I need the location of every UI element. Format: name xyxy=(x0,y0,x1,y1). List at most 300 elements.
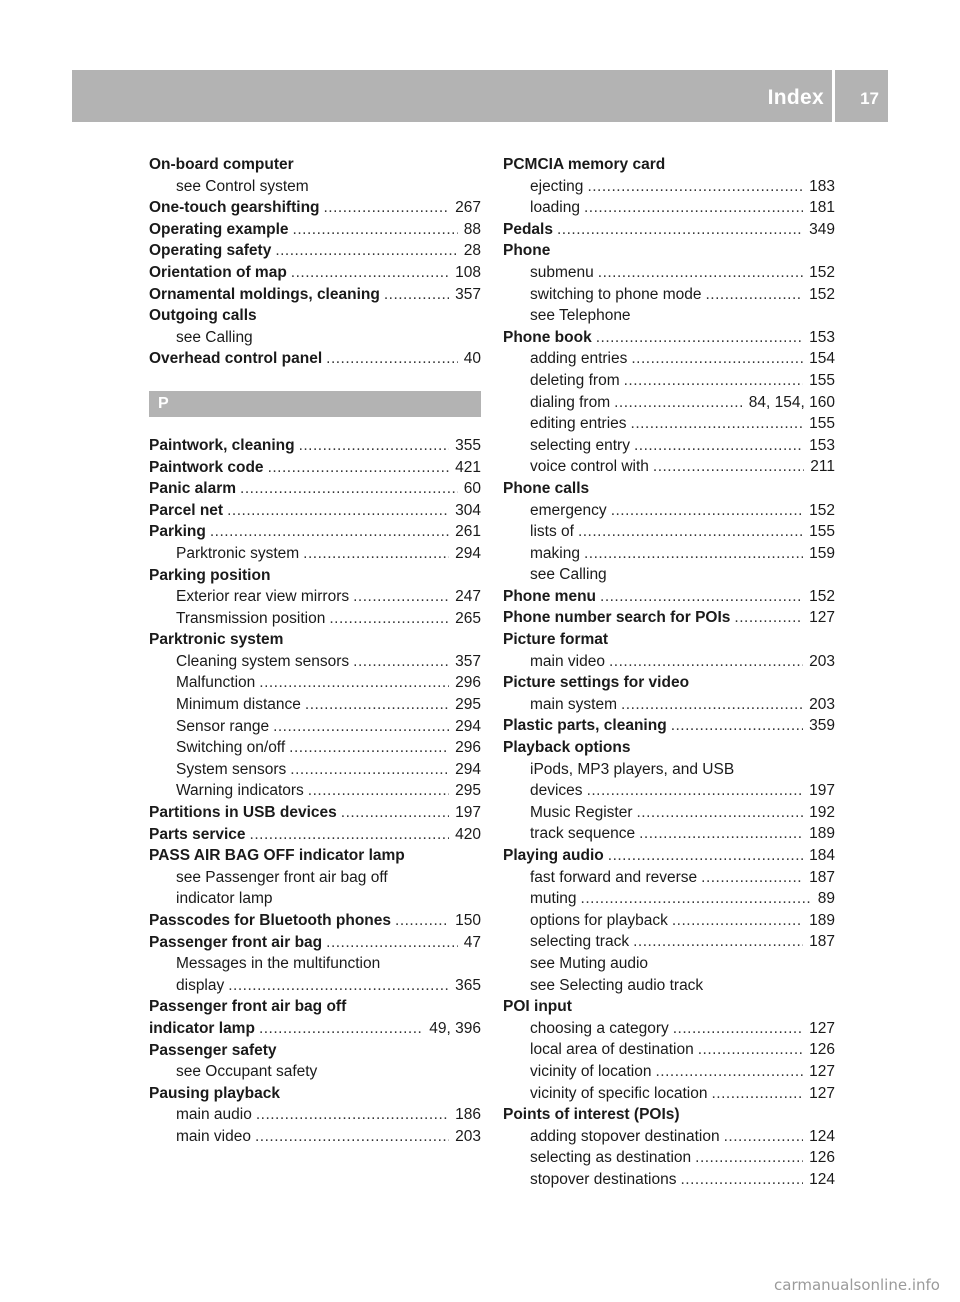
dot-leader xyxy=(557,219,803,241)
dot-leader xyxy=(671,715,803,737)
page-reference: 267 xyxy=(455,199,481,217)
entry-term: adding entries xyxy=(530,350,628,368)
entry-term: iPods, MP3 players, and USB xyxy=(530,760,735,778)
entry-term: see Control system xyxy=(176,177,309,195)
index-entry xyxy=(503,240,835,262)
index-subentry xyxy=(503,651,835,673)
index-subentry xyxy=(503,931,835,953)
page-reference: 420 xyxy=(455,825,481,843)
entry-term: switching to phone mode xyxy=(530,285,702,303)
entry-term: Passcodes for Bluetooth phones xyxy=(149,912,392,929)
index-subentry xyxy=(503,284,835,306)
entry-term: Operating safety xyxy=(149,242,272,260)
section-title: Index xyxy=(767,86,824,109)
dot-leader xyxy=(305,694,449,716)
index-entry xyxy=(503,996,835,1018)
entry-term: Switching on/off xyxy=(176,739,286,757)
dot-leader xyxy=(611,500,803,522)
index-column-left xyxy=(149,154,481,1148)
entry-term: Sensor range xyxy=(176,717,270,735)
page-reference: 89 xyxy=(817,890,835,908)
index-entry xyxy=(503,154,835,176)
entry-term: Music Register xyxy=(530,803,633,821)
entry-term: Pedals xyxy=(503,220,553,238)
entry-term: Plastic parts, cleaning xyxy=(503,717,667,735)
header-divider xyxy=(832,70,835,122)
page-number: 17 xyxy=(860,89,879,108)
watermark: carmanualsonline.info xyxy=(774,1276,940,1294)
entry-term: Ornamental moldings, cleaning xyxy=(149,285,380,303)
entry-term: PCMCIA memory card xyxy=(503,156,666,173)
index-entry xyxy=(149,240,481,262)
entry-term: Passenger front air bag off xyxy=(149,998,347,1016)
entry-term: One-touch gearshifting xyxy=(149,199,320,217)
page-reference: 189 xyxy=(809,825,835,843)
entry-term: choosing a category xyxy=(530,1019,669,1037)
page-reference: 184 xyxy=(809,847,835,864)
dot-leader xyxy=(672,910,803,932)
index-subentry xyxy=(149,953,481,975)
dot-leader xyxy=(256,1104,449,1126)
index-subentry xyxy=(503,867,835,889)
entry-term: Playing audio xyxy=(503,847,604,864)
entry-term: Operating example xyxy=(149,220,289,238)
entry-term: main video xyxy=(176,1127,251,1145)
page-reference: 186 xyxy=(455,1106,481,1124)
index-subentry xyxy=(503,802,835,824)
entry-term: see Selecting audio track xyxy=(530,976,704,994)
index-subentry xyxy=(149,780,481,802)
index-subentry xyxy=(503,759,835,781)
index-entry xyxy=(149,1018,481,1040)
index-subentry xyxy=(503,910,835,932)
entry-term: editing entries xyxy=(530,415,627,433)
index-subentry xyxy=(503,370,835,392)
index-entry xyxy=(503,737,835,759)
dot-leader xyxy=(289,737,449,759)
entry-term: Pausing playback xyxy=(149,1084,280,1102)
page-reference: 359 xyxy=(809,717,835,735)
entry-term: Picture settings for video xyxy=(503,674,690,692)
index-subentry xyxy=(503,1083,835,1105)
entry-term: see Occupant safety xyxy=(176,1063,318,1081)
page-reference: 84, 154, 160 xyxy=(748,393,835,411)
page-reference: 88 xyxy=(463,220,481,238)
entry-term: Malfunction xyxy=(176,674,256,692)
dot-leader xyxy=(308,780,449,802)
dot-leader xyxy=(724,1126,804,1148)
entry-term: lists of xyxy=(530,523,574,541)
entry-term: indicator lamp xyxy=(176,890,273,908)
page-reference: 49, 396 xyxy=(429,1019,481,1037)
index-entry xyxy=(503,327,835,349)
page-reference: 357 xyxy=(455,652,481,670)
dot-leader xyxy=(584,543,803,565)
dot-leader xyxy=(341,802,449,824)
index-entry xyxy=(149,565,481,587)
page-reference: 192 xyxy=(809,803,835,821)
index-subentry xyxy=(149,327,481,349)
dot-leader xyxy=(228,975,449,997)
entry-term: see Telephone xyxy=(530,307,631,325)
index-entry xyxy=(149,996,481,1018)
page-reference: 124 xyxy=(809,1170,835,1188)
dot-leader xyxy=(395,910,449,932)
dot-leader xyxy=(695,1147,803,1169)
entry-term: Warning indicators xyxy=(176,782,304,800)
index-subentry xyxy=(503,348,835,370)
dot-leader xyxy=(578,521,803,543)
page-reference: 294 xyxy=(455,717,481,735)
index-entry xyxy=(149,457,481,479)
index-entry xyxy=(503,672,835,694)
index-subentry xyxy=(149,651,481,673)
entry-term: Phone calls xyxy=(503,479,590,497)
index-entry xyxy=(149,910,481,932)
entry-term: see Passenger front air bag off xyxy=(176,868,388,886)
entry-term: Parcel net xyxy=(149,501,224,519)
index-subentry xyxy=(503,456,835,478)
page-reference: 152 xyxy=(809,285,835,303)
index-subentry xyxy=(503,435,835,457)
index-subentry xyxy=(149,737,481,759)
dot-leader xyxy=(584,197,803,219)
index-subentry xyxy=(149,1104,481,1126)
page-reference: 296 xyxy=(455,674,481,692)
page-reference: 355 xyxy=(455,436,481,454)
entry-term: Exterior rear view mirrors xyxy=(176,588,350,606)
index-subentry xyxy=(503,953,835,975)
index-subentry xyxy=(503,305,835,327)
page-reference: 155 xyxy=(809,371,835,389)
page-reference: 295 xyxy=(455,782,481,800)
index-subentry xyxy=(149,608,481,630)
entry-term: see Calling xyxy=(176,328,253,346)
page-header xyxy=(72,70,888,122)
index-subentry xyxy=(503,197,835,219)
entry-term: devices xyxy=(530,782,583,800)
index-subentry xyxy=(149,543,481,565)
index-subentry xyxy=(503,1039,835,1061)
dot-leader xyxy=(624,370,804,392)
dot-leader xyxy=(324,197,450,219)
index-subentry xyxy=(503,888,835,910)
dot-leader xyxy=(596,327,803,349)
page-reference: 189 xyxy=(809,911,835,929)
page-reference: 159 xyxy=(809,544,835,562)
entry-term: main system xyxy=(530,695,617,713)
dot-leader xyxy=(273,716,449,738)
page-reference: 28 xyxy=(463,242,481,260)
index-subentry xyxy=(503,1061,835,1083)
page-reference: 153 xyxy=(809,436,835,454)
entry-term: Parktronic system xyxy=(149,631,284,649)
page-reference: 153 xyxy=(809,328,835,346)
index-subentry xyxy=(503,564,835,586)
index-subentry xyxy=(149,716,481,738)
index-subentry xyxy=(503,262,835,284)
page-reference: 127 xyxy=(809,609,835,627)
page-reference: 294 xyxy=(455,544,481,562)
dot-leader xyxy=(240,478,458,500)
index-subentry xyxy=(149,867,481,889)
entry-term: selecting entry xyxy=(530,436,630,454)
index-entry xyxy=(149,154,481,176)
entry-term: voice control with xyxy=(530,458,649,476)
index-entry xyxy=(149,305,481,327)
page-reference: 152 xyxy=(809,587,835,605)
index-entry xyxy=(149,197,481,219)
entry-term: Outgoing calls xyxy=(149,307,257,325)
dot-leader xyxy=(653,456,804,478)
entry-term: Phone menu xyxy=(503,587,597,605)
index-subentry xyxy=(149,888,481,910)
page-reference: 155 xyxy=(809,523,835,541)
index-entry xyxy=(149,478,481,500)
entry-term: Paintwork, cleaning xyxy=(149,436,295,454)
page-reference: 127 xyxy=(809,1084,835,1102)
dot-leader xyxy=(275,240,457,262)
index-entry xyxy=(149,348,481,370)
index-subentry xyxy=(149,694,481,716)
dot-leader xyxy=(326,348,458,370)
page-reference: 365 xyxy=(455,976,481,994)
page-reference: 265 xyxy=(455,609,481,627)
dot-leader xyxy=(291,262,449,284)
dot-leader xyxy=(600,586,803,608)
index-entry xyxy=(503,1104,835,1126)
page-reference: 203 xyxy=(455,1127,481,1145)
index-subentry xyxy=(149,759,481,781)
index-entry xyxy=(149,1040,481,1062)
dot-leader xyxy=(290,759,449,781)
page-reference: 197 xyxy=(455,804,481,822)
entry-term: Partitions in USB devices xyxy=(149,804,337,822)
page-reference: 211 xyxy=(810,458,835,476)
page-reference: 155 xyxy=(809,415,835,433)
dot-leader xyxy=(581,888,812,910)
index-subentry xyxy=(149,975,481,997)
entry-term: Paintwork code xyxy=(149,458,264,476)
entry-term: display xyxy=(176,976,225,994)
entry-term: local area of destination xyxy=(530,1041,694,1059)
page-reference: 294 xyxy=(455,760,481,778)
dot-leader xyxy=(609,651,803,673)
entry-term: making xyxy=(530,544,580,562)
entry-term: Parktronic system xyxy=(176,544,300,562)
entry-term: Minimum distance xyxy=(176,696,301,714)
index-subentry xyxy=(503,1018,835,1040)
dot-leader xyxy=(326,932,458,954)
entry-term: Points of interest (POIs) xyxy=(503,1106,680,1124)
entry-term: stopover destinations xyxy=(530,1170,677,1188)
index-entry xyxy=(149,629,481,651)
dot-leader xyxy=(293,219,458,241)
entry-term: main audio xyxy=(176,1106,252,1124)
entry-term: Orientation of map xyxy=(149,263,287,281)
letter-heading: P xyxy=(149,391,481,417)
dot-leader xyxy=(259,672,449,694)
page-reference: 296 xyxy=(455,739,481,757)
dot-leader xyxy=(634,435,803,457)
index-subentry xyxy=(149,176,481,198)
entry-term: Phone number search for POIs xyxy=(503,609,731,627)
entry-term: selecting as destination xyxy=(530,1149,692,1167)
entry-term: adding stopover destination xyxy=(530,1127,720,1145)
index-entry xyxy=(149,435,481,457)
entry-term: indicator lamp xyxy=(149,1019,255,1037)
index-subentry xyxy=(149,586,481,608)
dot-leader xyxy=(268,457,450,479)
entry-term: see Calling xyxy=(530,566,607,584)
index-subentry xyxy=(503,521,835,543)
index-subentry xyxy=(503,975,835,997)
entry-term: Phone book xyxy=(503,328,592,346)
dot-leader xyxy=(705,284,803,306)
index-subentry xyxy=(503,1126,835,1148)
index-entry xyxy=(503,478,835,500)
index-entry xyxy=(503,607,835,629)
entry-term: Transmission position xyxy=(176,609,326,627)
index-subentry xyxy=(503,413,835,435)
dot-leader xyxy=(353,651,449,673)
page-reference: 421 xyxy=(455,458,481,476)
entry-term: vicinity of location xyxy=(530,1062,652,1080)
index-entry xyxy=(149,824,481,846)
index-subentry xyxy=(149,1126,481,1148)
entry-term: muting xyxy=(530,890,577,908)
entry-term: Parking position xyxy=(149,566,271,584)
page-reference: 47 xyxy=(463,933,481,951)
dot-leader xyxy=(210,521,449,543)
entry-term: Messages in the multifunction xyxy=(176,955,381,973)
index-entry xyxy=(503,219,835,241)
entry-term: fast forward and reverse xyxy=(530,868,698,886)
page-reference: 203 xyxy=(809,652,835,670)
dot-leader xyxy=(631,413,804,435)
page-reference: 187 xyxy=(809,933,835,951)
dot-leader xyxy=(608,845,803,867)
index-subentry xyxy=(503,543,835,565)
index-entry xyxy=(503,629,835,651)
dot-leader xyxy=(734,607,803,629)
page-reference: 247 xyxy=(455,588,481,606)
entry-term: Passenger front air bag xyxy=(149,933,323,951)
index-entry xyxy=(149,802,481,824)
entry-term: Panic alarm xyxy=(149,480,237,498)
page-reference: 203 xyxy=(809,695,835,713)
index-subentry xyxy=(503,500,835,522)
dot-leader xyxy=(673,1018,803,1040)
page-reference: 197 xyxy=(809,782,835,800)
index-subentry xyxy=(149,672,481,694)
dot-leader xyxy=(353,586,449,608)
index-entry xyxy=(503,715,835,737)
page-reference: 108 xyxy=(455,263,481,281)
page-reference: 295 xyxy=(455,696,481,714)
entry-term: emergency xyxy=(530,501,607,519)
page-reference: 127 xyxy=(809,1019,835,1037)
entry-term: track sequence xyxy=(530,825,636,843)
page-reference: 40 xyxy=(463,350,481,368)
dot-leader xyxy=(698,1039,803,1061)
entry-term: POI input xyxy=(503,998,572,1016)
index-entry xyxy=(503,586,835,608)
dot-leader xyxy=(614,392,743,414)
page-reference: 152 xyxy=(809,501,835,519)
index-entry xyxy=(149,500,481,522)
dot-leader xyxy=(655,1061,803,1083)
dot-leader xyxy=(255,1126,449,1148)
dot-leader xyxy=(701,867,803,889)
dot-leader xyxy=(621,694,803,716)
page-reference: 357 xyxy=(455,285,481,303)
page-reference: 150 xyxy=(455,912,481,929)
dot-leader xyxy=(631,348,803,370)
dot-leader xyxy=(711,1083,803,1105)
entry-term: Overhead control panel xyxy=(149,350,323,368)
dot-leader xyxy=(633,931,803,953)
dot-leader xyxy=(250,824,450,846)
entry-term: main video xyxy=(530,652,605,670)
dot-leader xyxy=(587,780,804,802)
index-entry xyxy=(503,845,835,867)
entry-term: Playback options xyxy=(503,739,631,757)
index-entry xyxy=(149,219,481,241)
page-reference: 60 xyxy=(463,480,481,498)
index-subentry xyxy=(503,176,835,198)
index-subentry xyxy=(503,1169,835,1191)
dot-leader xyxy=(587,176,803,198)
page-reference: 183 xyxy=(809,177,835,195)
entry-term: dialing from xyxy=(530,393,611,411)
entry-term: deleting from xyxy=(530,371,620,389)
page-reference: 349 xyxy=(809,220,835,238)
index-subentry xyxy=(503,1147,835,1169)
page-reference: 154 xyxy=(809,350,835,368)
dot-leader xyxy=(303,543,449,565)
dot-leader xyxy=(384,284,449,306)
dot-leader xyxy=(637,802,804,824)
dot-leader xyxy=(680,1169,803,1191)
page-reference: 152 xyxy=(809,263,835,281)
page-reference: 126 xyxy=(809,1041,835,1059)
index-entry xyxy=(149,284,481,306)
entry-term: selecting track xyxy=(530,933,630,951)
dot-leader xyxy=(299,435,450,457)
entry-term: submenu xyxy=(530,263,594,281)
dot-leader xyxy=(259,1018,423,1040)
index-subentry xyxy=(503,694,835,716)
index-subentry xyxy=(149,1061,481,1083)
page-reference: 304 xyxy=(455,501,481,519)
page-reference: 126 xyxy=(809,1149,835,1167)
entry-term: Parts service xyxy=(149,825,246,843)
entry-term: PASS AIR BAG OFF indicator lamp xyxy=(149,847,405,865)
page-reference: 181 xyxy=(809,199,835,217)
entry-term: On-board computer xyxy=(149,156,294,173)
entry-term: Phone xyxy=(503,242,551,260)
index-subentry xyxy=(503,823,835,845)
index-entry xyxy=(149,262,481,284)
entry-term: loading xyxy=(530,199,580,217)
entry-term: Picture format xyxy=(503,631,609,649)
index-column-right xyxy=(503,154,835,1191)
page-reference: 127 xyxy=(809,1062,835,1080)
page-reference: 187 xyxy=(809,868,835,886)
page-reference: 261 xyxy=(455,523,481,541)
page-reference: 124 xyxy=(809,1127,835,1145)
